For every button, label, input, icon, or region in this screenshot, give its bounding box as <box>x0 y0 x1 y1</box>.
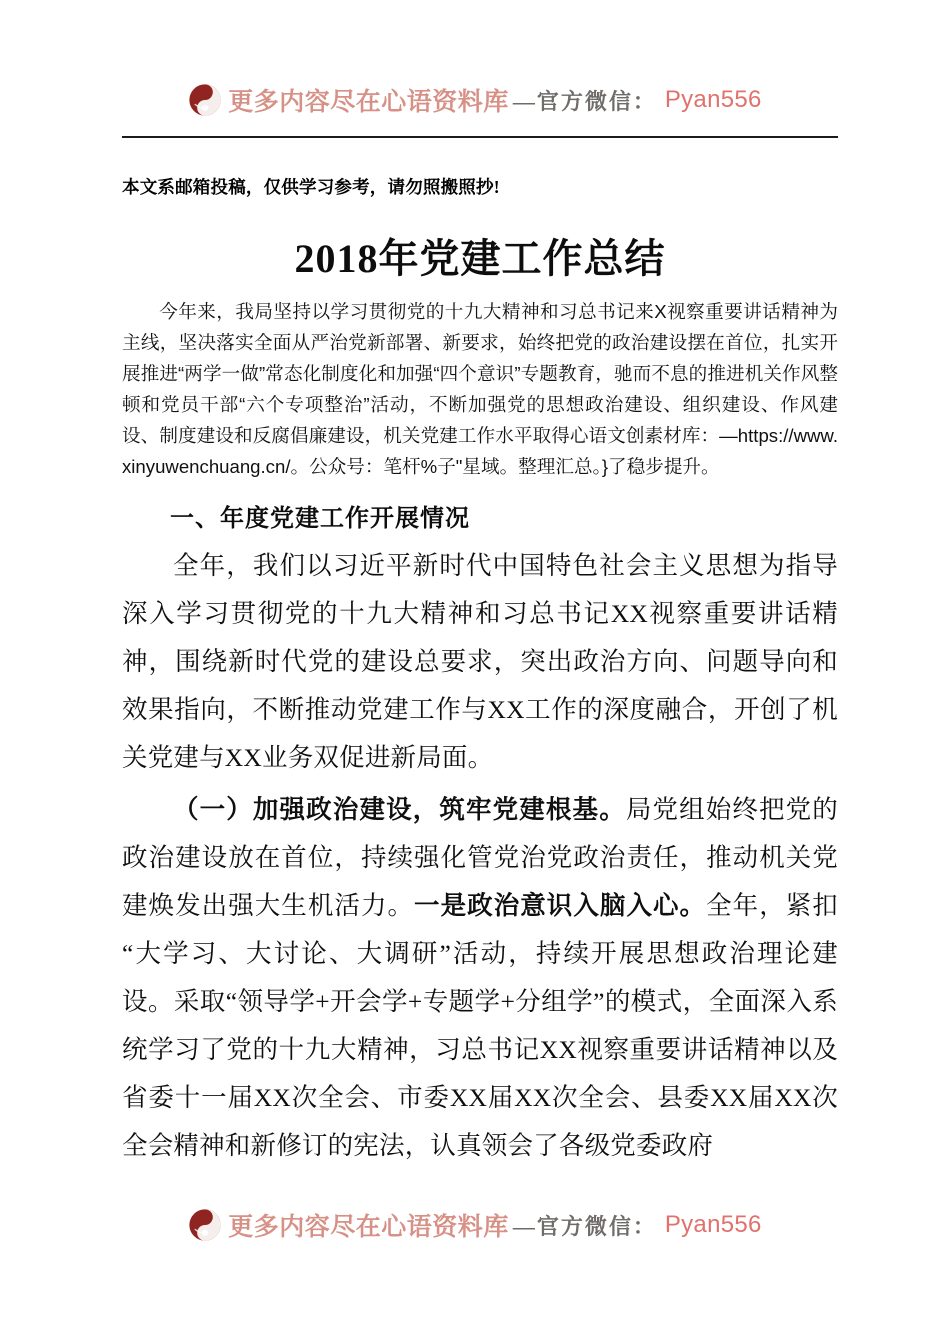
body-paragraph-2 <box>122 786 838 1170</box>
subsection-lead-bold: （一）加强政治建设，筑牢党建根基。 <box>173 794 626 824</box>
watermark-separator-label: —官方微信： <box>512 1213 657 1239</box>
header-watermark <box>0 78 950 122</box>
watermark-separator-label: —官方微信： <box>512 88 657 114</box>
document-content <box>122 296 838 1170</box>
footer-watermark <box>0 1203 950 1247</box>
submission-notice: 本文系邮箱投稿，仅供学习参考，请勿照搬照抄! <box>122 177 500 197</box>
subsection-inline-bold: 一是政治意识入脑入心。 <box>414 890 707 920</box>
watermark-brand: 更多内容尽在心语资料库 <box>228 1214 509 1241</box>
intro-paragraph <box>122 296 838 482</box>
watermark-handle: Pyan556 <box>664 86 762 113</box>
body-paragraph-1: 全年，我们以习近平新时代中国特色社会主义思想为指导深入学习贯彻党的十九大精神和习总书记XX视察重要讲话精神，围绕新时代党的建设总要求，突出政治方向、问题导向和效果指向，不断推动党建工作与XX工作的深度融合，开创了机关党建与XX业务双促进新局面。 <box>122 550 838 772</box>
subsection-text-2: 全年，紧扣“大学习、大讨论、大调研”活动，持续开展思想政治理论建设。采取“领导学+开会学+专题学+分组学”的模式，全面深入系统学习了党的十九大精神，习总书记XX视察重要讲话精神以及省委十一届XX次全会、市委XX届XX次全会、县委XX届XX次全会精神和新修订的宪法，认真领会了各级党委政府 <box>122 890 838 1160</box>
page-title: 2018年党建工作总结 <box>294 235 666 281</box>
source-url: https://www.xinyuwenchuang.cn/ <box>122 425 838 477</box>
section-heading-1: 一、年度党建工作开展情况 <box>170 505 470 532</box>
swirl-logo-icon <box>188 1208 222 1242</box>
swirl-logo-icon <box>188 83 222 117</box>
subsection-text-1: 局党组始终把党的政治建设放在首位，持续强化管党治党政治责任，推动机关党建焕发出强大生机活力。 <box>122 794 838 920</box>
intro-text-before-url: 今年来，我局坚持以学习贯彻党的十九大精神和习总书记来X视察重要讲话精神为主线，坚决落实全面从严治党新部署、新要求，始终把党的政治建设摆在首位，扎实开展推进“两学一做”常态化制度化和加强“四个意识”专题教育，驰而不息的推进机关作风整顿和党员干部“六个专项整治”活动，不断加强党的思想政治建设、组织建设、作风建设、制度建设和反腐倡廉建设，机关党建工作水平取得心语文创素材库：— <box>122 301 838 446</box>
watermark-brand: 更多内容尽在心语资料库 <box>228 89 509 116</box>
watermark-handle: Pyan556 <box>664 1211 762 1238</box>
intro-text-after-url: 。公众号：笔杆%子"星域。整理汇总。}了稳步提升。 <box>290 456 720 477</box>
header-divider <box>122 136 838 138</box>
